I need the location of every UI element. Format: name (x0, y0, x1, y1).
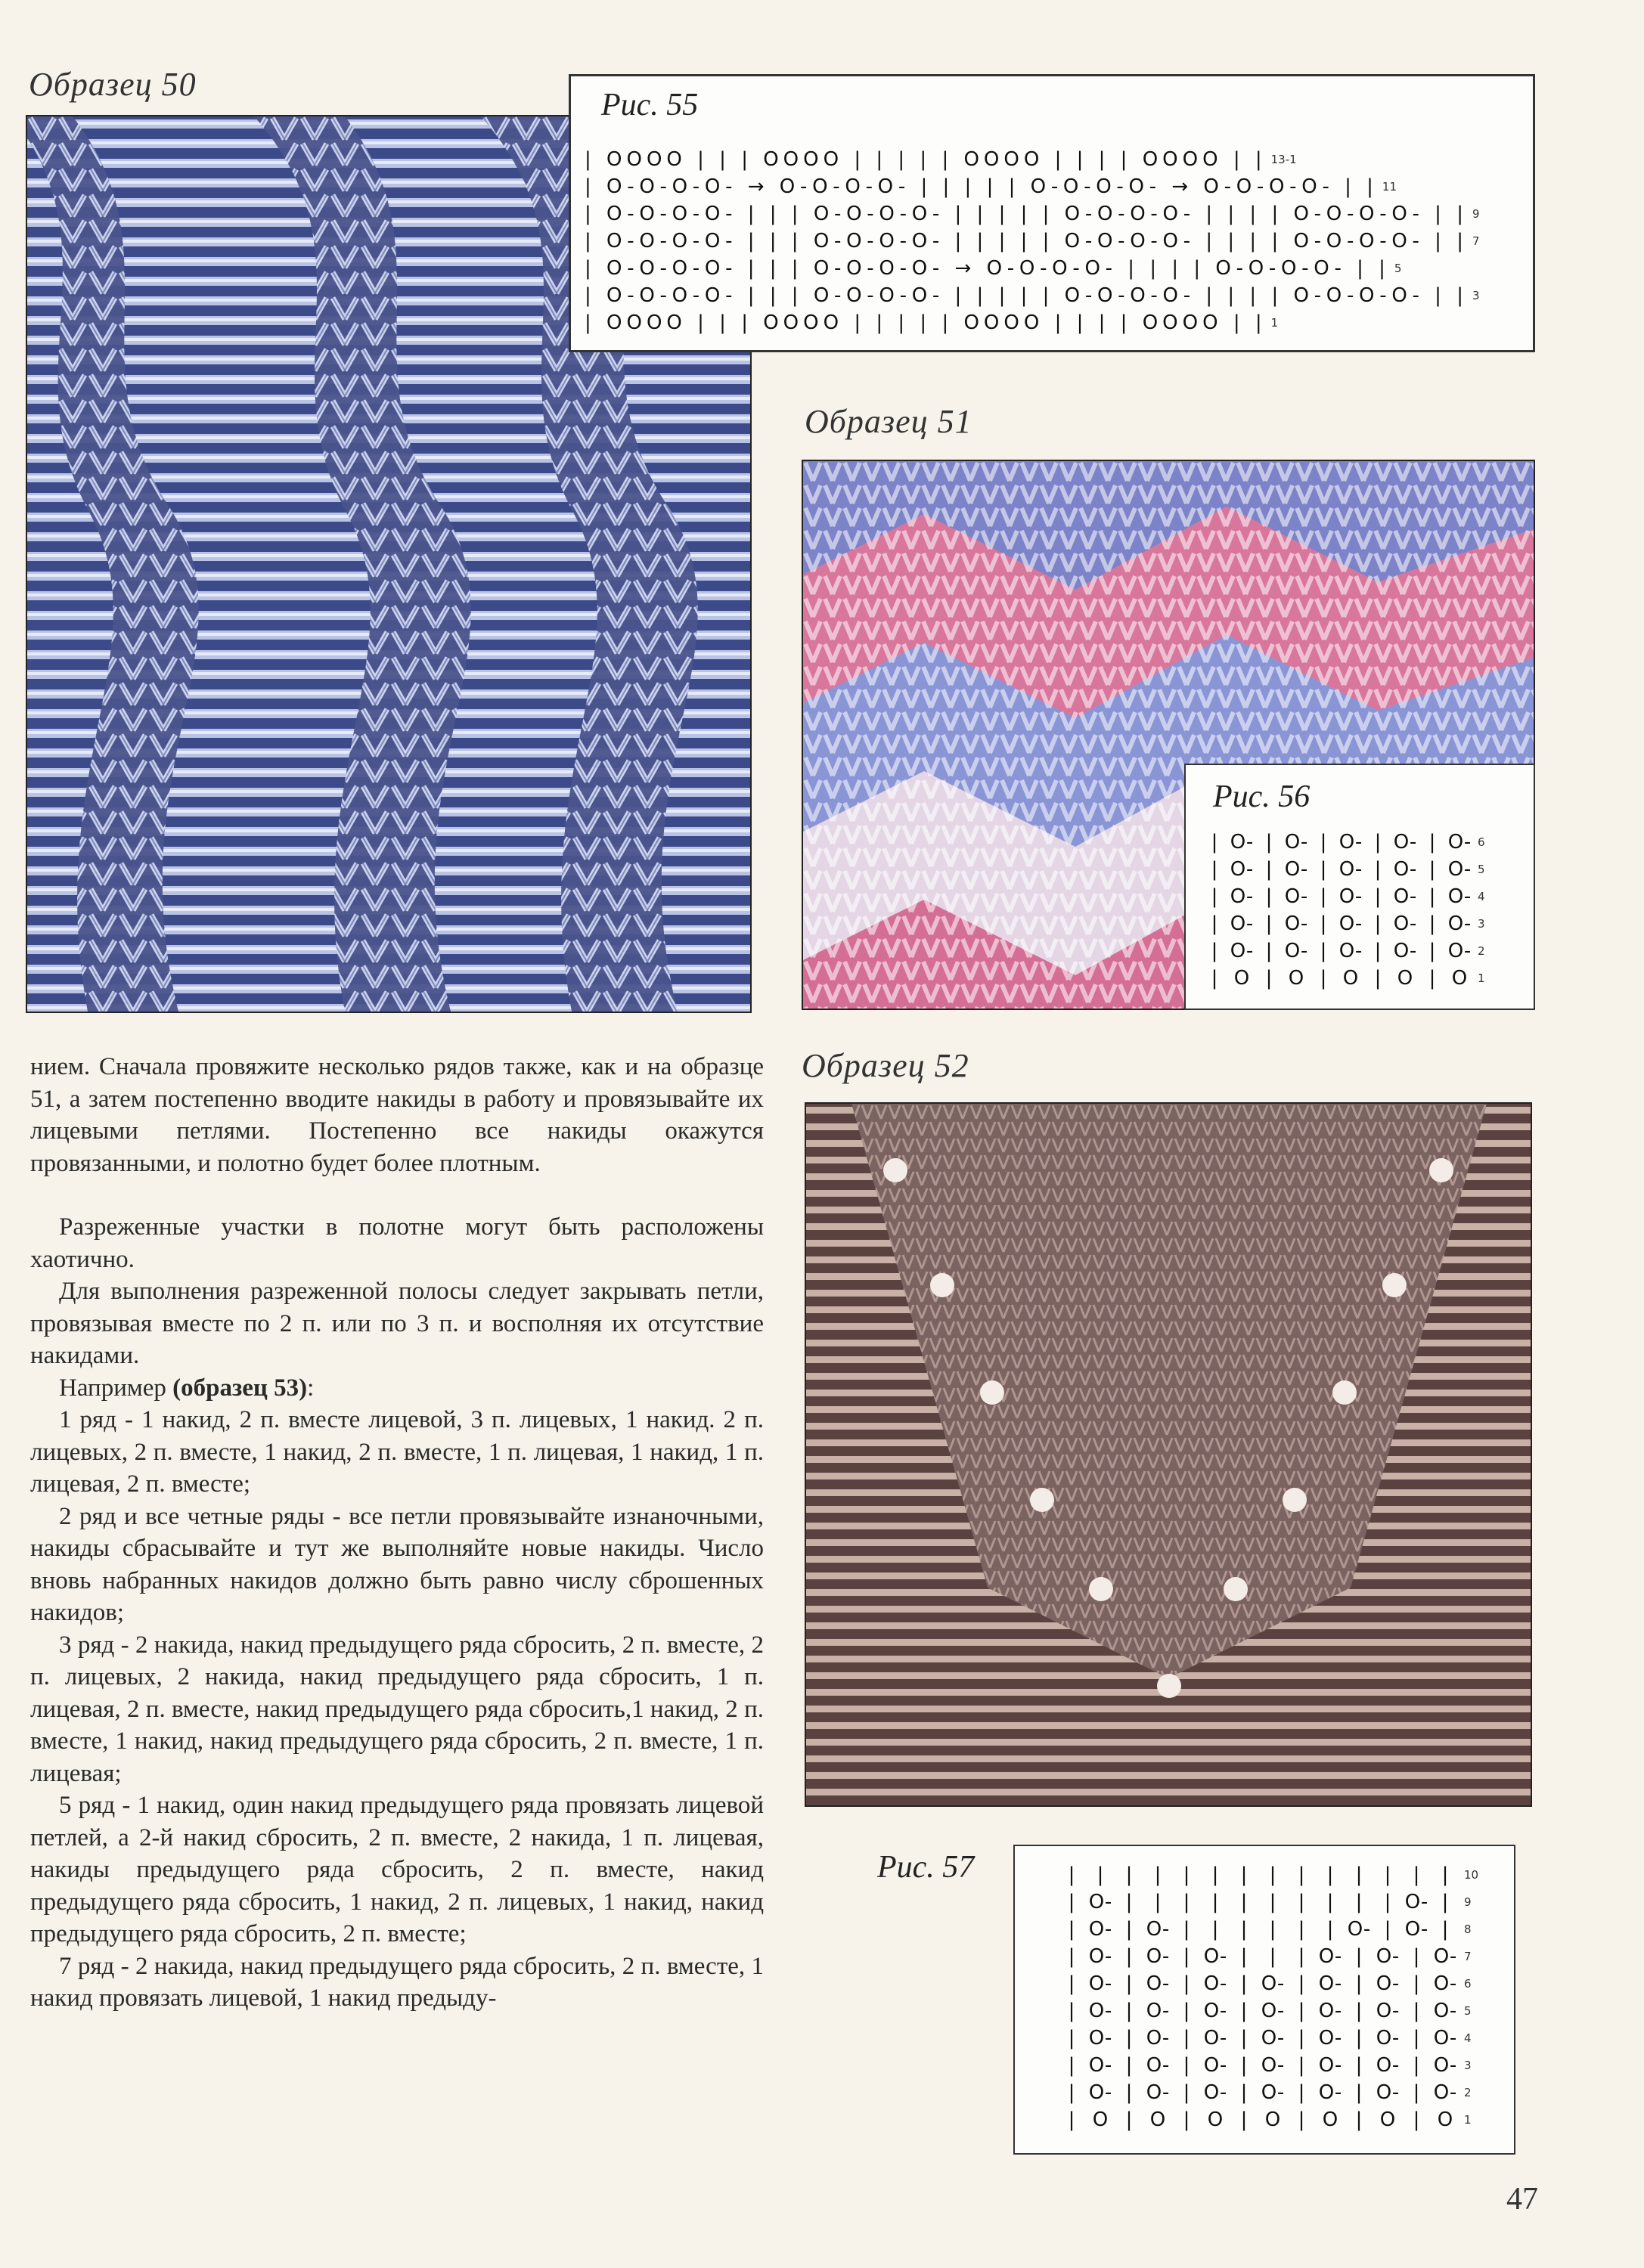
chart-symbol: | (1068, 2027, 1075, 2050)
chart-symbol: | (1374, 967, 1382, 990)
chart-symbol: | (1413, 2000, 1420, 2022)
chart-symbol: O- (1284, 831, 1308, 854)
chart-row (1201, 829, 1508, 856)
chart-symbol: O- (1376, 2000, 1400, 2022)
chart-symbol: O- (1088, 1972, 1112, 1995)
chart-symbol: | OOOO | | | OOOO | | | | | OOOO | | | | OOOO | | (585, 311, 1267, 334)
chart-symbol: O- (1447, 940, 1472, 962)
chart-row (1057, 1861, 1494, 1888)
chart-row (585, 173, 1503, 200)
chart-symbol: O- (1284, 885, 1308, 908)
chart-symbol: | (1125, 2027, 1133, 2050)
chart-symbol: O- (1393, 858, 1417, 881)
chart-symbol: O- (1318, 1972, 1342, 1995)
chart-row (1057, 2079, 1494, 2106)
chart-symbol: O (1379, 2108, 1396, 2131)
chart-row (1057, 1888, 1494, 1916)
chart-symbol: O (1397, 967, 1413, 990)
chart-symbol: O- (1338, 940, 1363, 962)
chart-symbol: O- (1230, 940, 1254, 962)
chart-symbol: O- (1447, 885, 1472, 908)
chart-symbol: | (1355, 2054, 1363, 2077)
chart-symbol: O- (1230, 858, 1254, 881)
chart-symbol: | (1298, 2027, 1305, 2050)
chart-symbol: | (1355, 2108, 1363, 2131)
row-number: 11 (1382, 180, 1397, 194)
chart-symbol: | (1183, 2027, 1190, 2050)
chart-symbol: O (1437, 2108, 1453, 2131)
chart-symbol: | (1240, 2000, 1248, 2022)
chart-symbol: O (1288, 967, 1304, 990)
chart-row (1201, 856, 1508, 883)
chart-symbol: O- (1203, 2027, 1227, 2050)
chart-symbol: | (1211, 885, 1218, 908)
chart-symbol: | (1326, 1864, 1334, 1886)
chart-symbol: | (1154, 1891, 1162, 1913)
chart-row (1057, 2052, 1494, 2079)
chart-symbol: O- (1146, 1972, 1170, 1995)
chart-symbol: | (1355, 1864, 1363, 1886)
chart-symbol: | (1240, 1918, 1248, 1941)
chart-symbol: O- (1261, 2000, 1285, 2022)
chart-symbol: | (1413, 2027, 1420, 2050)
chart-symbol: | (1265, 940, 1273, 962)
chart-symbol: | (1374, 940, 1382, 962)
chart-symbol: O- (1088, 1918, 1112, 1941)
chart-symbol: | (1320, 912, 1327, 935)
sample-50-caption: Образец 50 (29, 66, 197, 103)
chart-row (585, 200, 1503, 228)
chart-symbol: | (1355, 2027, 1363, 2050)
chart-symbol: | (1298, 1891, 1305, 1913)
chart-symbol: | (1355, 1945, 1363, 1968)
chart-symbol: | (1068, 1945, 1075, 1968)
chart-symbol: | (1125, 2000, 1133, 2022)
row-number: 9 (1464, 1895, 1472, 1909)
chart-symbol: | (1428, 885, 1436, 908)
chart-symbol: | (1326, 1891, 1334, 1913)
chart-row (1201, 910, 1508, 937)
sample-52-photo (805, 1102, 1532, 1807)
chart-symbol: | (1097, 1864, 1104, 1886)
row-number: 4 (1478, 890, 1485, 903)
chart-symbol: | (1298, 2000, 1305, 2022)
chart-row (1057, 1970, 1494, 1997)
figure-56-grid (1201, 829, 1508, 992)
figure-57-chart (1013, 1845, 1515, 2155)
chart-symbol: | (1413, 2081, 1420, 2104)
chart-symbol: | (1384, 1864, 1391, 1886)
chart-symbol: O- (1261, 2081, 1285, 2104)
chart-symbol: O- (1318, 2054, 1342, 2077)
chart-symbol: | (1320, 831, 1327, 854)
chart-symbol: O- (1404, 1918, 1428, 1941)
chart-symbol: | (1068, 1918, 1075, 1941)
chart-symbol: | (1240, 1972, 1248, 1995)
chart-symbol: | (1211, 858, 1218, 881)
chart-symbol: | (1125, 2108, 1133, 2131)
sample-52-caption: Образец 52 (802, 1047, 969, 1084)
chart-symbol: | (1355, 2081, 1363, 2104)
chart-symbol: O- (1088, 2054, 1112, 2077)
chart-symbol: | (1211, 1918, 1219, 1941)
page-number: 47 (1506, 2182, 1538, 2217)
row-number: 3 (1464, 2059, 1472, 2072)
chart-symbol: | (1265, 858, 1273, 881)
chart-symbol: | (1326, 1918, 1334, 1941)
chart-symbol: O- (1433, 2027, 1457, 2050)
chart-row (585, 146, 1503, 173)
chart-symbol: O (1342, 967, 1359, 990)
row-number: 10 (1464, 1868, 1479, 1882)
chart-row (1201, 937, 1508, 965)
chart-symbol: | (1298, 1972, 1305, 1995)
chart-symbol: O- (1230, 885, 1254, 908)
chart-symbol: O- (1404, 1891, 1428, 1913)
chart-symbol: O- (1284, 858, 1308, 881)
chart-symbol: O- (1146, 1918, 1170, 1941)
chart-symbol: | (1211, 967, 1218, 990)
chart-symbol: | (1240, 1945, 1248, 1968)
row-number: 6 (1464, 1977, 1472, 1991)
chart-symbol: | (1298, 1945, 1305, 1968)
chart-symbol: | (1183, 2081, 1190, 2104)
chart-row (585, 255, 1503, 282)
chart-symbol: | (1413, 2054, 1420, 2077)
chart-symbol: O- (1146, 2000, 1170, 2022)
chart-symbol: | (1183, 2000, 1190, 2022)
chart-row (585, 309, 1503, 336)
chart-symbol: | (1428, 912, 1436, 935)
paragraph-2: Разреженные участки в полотне могут быть расположены хаотично. (30, 1213, 764, 1273)
chart-symbol: O- (1447, 912, 1472, 935)
example-ref: (образец 53) (172, 1374, 308, 1402)
chart-symbol: | (1125, 1972, 1133, 1995)
row-number: 2 (1464, 2086, 1472, 2099)
chart-symbol: | (1320, 858, 1327, 881)
chart-symbol: | (1269, 1945, 1276, 1968)
chart-symbol: | (1183, 1864, 1190, 1886)
row-number: 5 (1464, 2004, 1472, 2018)
chart-symbol: | OOOO | | | OOOO | | | | | OOOO | | | | OOOO | | (585, 148, 1267, 171)
chart-symbol: | (1374, 858, 1382, 881)
chart-symbol: | (1265, 831, 1273, 854)
chart-row (585, 228, 1503, 255)
chart-symbol: | (1211, 831, 1218, 854)
chart-symbol: | (1068, 2000, 1075, 2022)
chart-symbol: | (1240, 1891, 1248, 1913)
chart-symbol: | (1428, 831, 1436, 854)
chart-symbol: | (1125, 1864, 1133, 1886)
chart-symbol: O- (1338, 912, 1363, 935)
chart-symbol: | (1374, 885, 1382, 908)
chart-symbol: | (1068, 1891, 1075, 1913)
chart-symbol: | (1183, 1891, 1190, 1913)
chart-symbol: | (1183, 2054, 1190, 2077)
chart-symbol: | (1125, 2081, 1133, 2104)
paragraph-row-2: 2 ряд и все четные ряды - все петли провязывайте изнаночными, накиды сбрасывайте и тут же выполняйте новые накиды. Число вновь набранных накидов должно быть равно числу сброшенных накидов; (30, 1502, 764, 1626)
chart-symbol: | (1265, 967, 1273, 990)
chart-symbol: | (1211, 1864, 1219, 1886)
chart-symbol: | (1125, 2054, 1133, 2077)
chart-symbol: O- (1318, 1945, 1342, 1968)
chart-symbol: O- (1393, 940, 1417, 962)
paragraph-1: нием. Сначала провяжите несколько рядов также, как и на образце 51, а затем постепенно вводите накиды в работу и провязывайте их лицевыми петлями. Постепенно все накиды окажутся провязанными, и полотно будет более плотным. (30, 1053, 764, 1177)
chart-symbol: | (1413, 1945, 1420, 1968)
chart-symbol: O- (1433, 2000, 1457, 2022)
row-number: 9 (1472, 207, 1480, 221)
chart-symbol: | (1298, 2108, 1305, 2131)
chart-symbol: O- (1318, 2081, 1342, 2104)
paragraph-row-5: 5 ряд - 1 накид, один накид предыдущего ряда провязать лицевой петлей, а 2-й накид сбросить, 2 п. вместе, 2 накида, 1 п. лицевая, накиды предыдущего ряда сбросить, 2 п. вместе, накид предыдущего ряда сбросить, 1 накид, 2 п. лицевых, 1 накид, накид предыдущего ряда сбросить, 2 п. вместе; (30, 1792, 764, 1947)
chart-symbol: | (1413, 1864, 1420, 1886)
chart-symbol: O- (1261, 2054, 1285, 2077)
chart-symbol: | (1355, 2000, 1363, 2022)
chart-symbol: O- (1318, 2000, 1342, 2022)
chart-symbol: | O-O-O-O- | | | O-O-O-O- | | | | | O-O-O-O- | | | | O-O-O-O- | | (585, 203, 1468, 225)
chart-symbol: O- (1088, 1891, 1112, 1913)
chart-symbol: O- (1203, 1972, 1227, 1995)
row-number: 13-1 (1270, 153, 1297, 166)
row-number: 7 (1472, 234, 1480, 248)
paragraph-3: Для выполнения разреженной полосы следует закрывать петли, провязывая вместе по 2 п. или по 3 п. и восполняя их отсутствие накидами. (30, 1278, 764, 1369)
chart-symbol: | (1384, 1891, 1391, 1913)
paragraph-example (30, 1372, 764, 1405)
chart-symbol: | (1298, 2054, 1305, 2077)
chart-symbol: | (1068, 2108, 1075, 2131)
chart-symbol: | O-O-O-O- → O-O-O-O- | | | | | O-O-O-O- → O-O-O-O- | | (585, 175, 1378, 198)
chart-symbol: | (1298, 2081, 1305, 2104)
chart-symbol: O- (1433, 1945, 1457, 1968)
chart-symbol: O- (1261, 1972, 1285, 1995)
chart-symbol: | (1068, 2081, 1075, 2104)
chart-symbol: | (1355, 1891, 1363, 1913)
chart-symbol: | (1265, 885, 1273, 908)
row-number: 1 (1270, 316, 1279, 330)
chart-symbol: O- (1433, 1972, 1457, 1995)
chart-symbol: O- (1433, 2081, 1457, 2104)
row-number: 3 (1478, 917, 1485, 931)
chart-symbol: | (1298, 1864, 1305, 1886)
chart-symbol: O- (1347, 1918, 1371, 1941)
chart-symbol: | (1441, 1864, 1449, 1886)
chart-symbol: | O-O-O-O- | | | O-O-O-O- → O-O-O-O- | | | | O-O-O-O- | | (585, 257, 1390, 280)
chart-symbol: | (1068, 2054, 1075, 2077)
chart-symbol: | (1269, 1891, 1276, 1913)
chart-symbol: | (1211, 1891, 1219, 1913)
chart-symbol: | (1374, 912, 1382, 935)
chart-symbol: | O-O-O-O- | | | O-O-O-O- | | | | | O-O-O-O- | | | | O-O-O-O- | | (585, 230, 1468, 253)
chart-symbol: | (1125, 1918, 1133, 1941)
instructions-text (30, 1051, 764, 2015)
row-number: 2 (1478, 944, 1485, 958)
chart-symbol: | (1413, 2108, 1420, 2131)
chart-symbol: O- (1284, 940, 1308, 962)
chart-symbol: | (1298, 1918, 1305, 1941)
chart-symbol: | (1154, 1864, 1162, 1886)
row-number: 6 (1478, 835, 1485, 849)
chart-symbol: | O-O-O-O- | | | O-O-O-O- | | | | | O-O-O-O- | | | | O-O-O-O- | | (585, 284, 1468, 307)
chart-symbol: | (1320, 885, 1327, 908)
row-number: 4 (1464, 2031, 1472, 2045)
chart-symbol: | (1265, 912, 1273, 935)
chart-symbol: O- (1146, 1945, 1170, 1968)
chart-symbol: O- (1376, 2054, 1400, 2077)
chart-row (1057, 1943, 1494, 1970)
chart-symbol: | (1428, 858, 1436, 881)
chart-symbol: | (1428, 940, 1436, 962)
chart-symbol: O- (1393, 831, 1417, 854)
chart-symbol: | (1240, 2027, 1248, 2050)
chart-symbol: O- (1318, 2027, 1342, 2050)
chart-symbol: | (1240, 2108, 1248, 2131)
chart-symbol: O- (1376, 2027, 1400, 2050)
chart-symbol: | (1355, 1972, 1363, 1995)
chart-symbol: | (1441, 1918, 1449, 1941)
chart-symbol: | (1384, 1918, 1391, 1941)
row-number: 7 (1464, 1950, 1472, 1963)
chart-symbol: | (1125, 1945, 1133, 1968)
chart-symbol: | (1211, 912, 1218, 935)
chart-symbol: | (1320, 940, 1327, 962)
row-number: 5 (1394, 262, 1402, 275)
chart-symbol: | (1068, 1972, 1075, 1995)
chart-symbol: | (1211, 940, 1218, 962)
chart-symbol: | (1374, 831, 1382, 854)
chart-symbol: O- (1146, 2054, 1170, 2077)
paragraph-row-7: 7 ряд - 2 накида, накид предыдущего ряда сбросить, 2 п. вместе, 1 накид провязать лицевой, 1 накид предыду- (30, 1952, 764, 2012)
figure-57-title: Рис. 57 (877, 1850, 975, 1885)
chart-symbol: O- (1261, 2027, 1285, 2050)
chart-symbol: O- (1203, 2081, 1227, 2104)
chart-row (1201, 965, 1508, 992)
chart-symbol: O- (1088, 2000, 1112, 2022)
chart-symbol: O (1092, 2108, 1109, 2131)
figure-56-chart (1184, 764, 1535, 1010)
chart-symbol: O- (1088, 2081, 1112, 2104)
chart-symbol: | (1240, 2081, 1248, 2104)
chart-symbol: O- (1376, 2081, 1400, 2104)
chart-symbol: | (1183, 1972, 1190, 1995)
figure-55-title: Рис. 55 (601, 88, 699, 122)
chart-symbol: O- (1376, 1945, 1400, 1968)
chart-symbol: O- (1230, 831, 1254, 854)
chart-symbol: O- (1088, 2027, 1112, 2050)
chart-row (1057, 1916, 1494, 1943)
chart-symbol: O- (1203, 1945, 1227, 1968)
chart-symbol: | (1183, 1945, 1190, 1968)
chart-symbol: | (1269, 1918, 1276, 1941)
chart-symbol: | (1240, 1864, 1248, 1886)
chart-symbol: O- (1338, 858, 1363, 881)
chart-row (1201, 883, 1508, 910)
chart-symbol: | (1068, 1864, 1075, 1886)
row-number: 3 (1472, 289, 1480, 302)
chart-symbol: O- (1230, 912, 1254, 935)
row-number: 1 (1478, 971, 1485, 985)
chart-symbol: O- (1203, 2054, 1227, 2077)
chart-row (585, 282, 1503, 309)
chart-row (1057, 2025, 1494, 2052)
sample-51-caption: Образец 51 (805, 403, 972, 440)
chart-symbol: | (1269, 1864, 1276, 1886)
chart-symbol: O- (1393, 912, 1417, 935)
chart-symbol: O- (1376, 1972, 1400, 1995)
chart-symbol: O- (1338, 831, 1363, 854)
paragraph-row-1: 1 ряд - 1 накид, 2 п. вместе лицевой, 3 п. лицевых, 1 накид. 2 п. лицевых, 2 п. вместе, 1 накид, 2 п. вместе, 1 п. лицевая, 1 накид, 1 п. лицевая, 2 п. вместе; (30, 1406, 764, 1498)
chart-symbol: O- (1447, 858, 1472, 881)
paragraph-row-3: 3 ряд - 2 накида, накид предыдущего ряда сбросить, 2 п. вместе, 2 п. лицевых, 2 накида, накид предыдущего ряда сбросить, 1 п. лицевая, 2 п. вместе, накид предыдущего ряда сбросить,1 накид, 2 п. вместе, 1 накид, накид предыдущего ряда сбросить, 2 п. вместе, 1 п. лицевая; (30, 1631, 764, 1787)
example-lead: Например (59, 1374, 173, 1402)
chart-symbol: O- (1433, 2054, 1457, 2077)
chart-symbol: O (1451, 967, 1468, 990)
chart-symbol: O (1207, 2108, 1224, 2131)
chart-symbol: O- (1393, 885, 1417, 908)
chart-row (1057, 1997, 1494, 2025)
figure-57-grid (1057, 1861, 1494, 2133)
chart-symbol: O (1233, 967, 1250, 990)
row-number: 8 (1464, 1923, 1472, 1936)
chart-symbol: | (1413, 1972, 1420, 1995)
chart-symbol: O (1322, 2108, 1338, 2131)
chart-symbol: O- (1203, 2000, 1227, 2022)
chart-symbol: O- (1338, 885, 1363, 908)
figure-55-grid (585, 146, 1503, 336)
chart-symbol: O (1149, 2108, 1166, 2131)
example-colon: : (307, 1374, 315, 1402)
chart-symbol: | (1441, 1891, 1449, 1913)
chart-symbol: | (1183, 2108, 1190, 2131)
chart-symbol: | (1125, 1891, 1133, 1913)
figure-55-chart (569, 74, 1535, 352)
chart-symbol: | (1320, 967, 1327, 990)
chart-symbol: | (1240, 2054, 1248, 2077)
chart-symbol: O (1264, 2108, 1281, 2131)
chart-symbol: O- (1284, 912, 1308, 935)
chart-symbol: O- (1088, 1945, 1112, 1968)
chart-symbol: | (1183, 1918, 1190, 1941)
chart-symbol: | (1428, 967, 1436, 990)
row-number: 5 (1478, 863, 1485, 876)
chart-symbol: O- (1447, 831, 1472, 854)
chart-symbol: O- (1146, 2027, 1170, 2050)
chart-symbol: O- (1146, 2081, 1170, 2104)
chart-row (1057, 2106, 1494, 2133)
figure-56-title: Рис. 56 (1213, 779, 1311, 814)
row-number: 1 (1464, 2113, 1472, 2127)
